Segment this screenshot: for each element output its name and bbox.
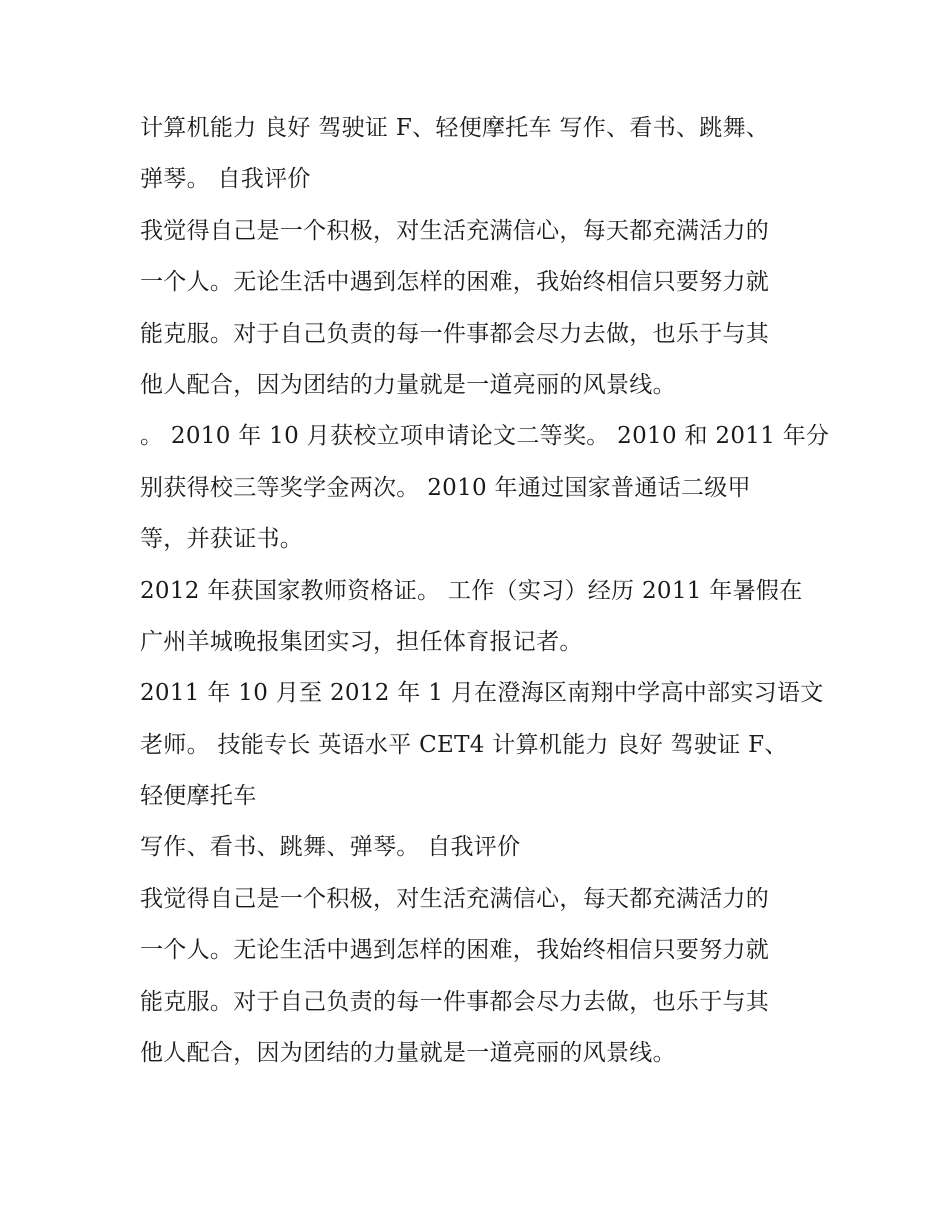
text-line: 计算机能力 良好 驾驶证 F、轻便摩托车 写作、看书、跳舞、	[140, 115, 770, 141]
text-line: 一个人。无论生活中遇到怎样的困难，我始终相信只要努力就	[140, 269, 770, 296]
text-line: 写作、看书、跳舞、弹琴。 自我评价	[140, 834, 521, 861]
text-line: 广州羊城晚报集团实习，担任体育报记者。	[140, 628, 583, 655]
document-body	[140, 103, 830, 1079]
text-line: 他人配合，因为团结的力量就是一道亮丽的风景线。	[140, 371, 676, 398]
text-line: 老师。 技能专长 英语水平 CET4 计算机能力 良好 驾驶证 F、	[140, 731, 788, 758]
text-line: 2011 年 10 月至 2012 年 1 月在澄海区南翔中学高中部实习语文	[140, 680, 824, 707]
text-line: 一个人。无论生活中遇到怎样的困难，我始终相信只要努力就	[140, 937, 770, 964]
text-line: 轻便摩托车	[140, 783, 257, 810]
text-line: 他人配合，因为团结的力量就是一道亮丽的风景线。	[140, 1040, 676, 1067]
text-line: 弹琴。 自我评价	[140, 166, 311, 193]
text-line: 我觉得自己是一个积极，对生活充满信心，每天都充满活力的	[140, 217, 770, 244]
text-line: 。 2010 年 10 月获校立项申请论文二等奖。 2010 和 2011 年分	[140, 423, 830, 450]
text-line: 2012 年获国家教师资格证。 工作（实习）经历 2011 年暑假在	[140, 577, 803, 604]
text-line: 能克服。对于自己负责的每一件事都会尽力去做，也乐于与其	[140, 988, 770, 1015]
text-line: 我觉得自己是一个积极，对生活充满信心，每天都充满活力的	[140, 885, 770, 912]
text-line: 等，并获证书。	[140, 526, 304, 553]
text-line: 别获得校三等奖学金两次。 2010 年通过国家普通话二级甲	[140, 474, 751, 501]
text-line: 能克服。对于自己负责的每一件事都会尽力去做，也乐于与其	[140, 320, 770, 347]
